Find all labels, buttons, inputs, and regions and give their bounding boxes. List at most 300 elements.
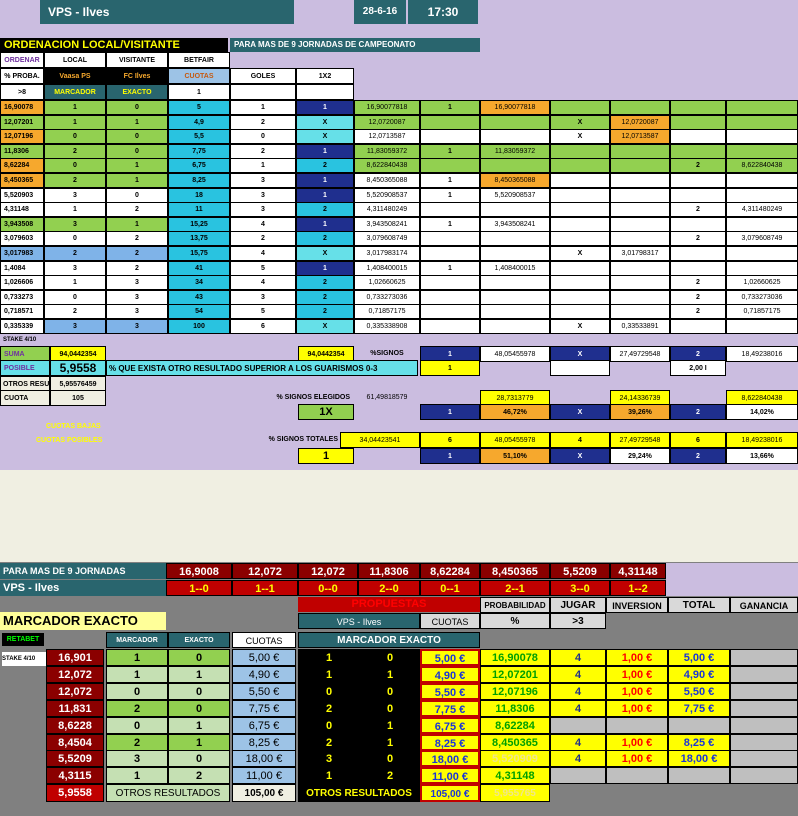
local-cell: 1 <box>44 275 106 290</box>
sign2-value-cell <box>726 100 798 115</box>
propuestas-header: PROPUESTAS <box>298 597 480 612</box>
sign-1-pct: 48,05455978 <box>480 346 550 362</box>
table-row <box>0 188 798 203</box>
table-row <box>0 158 798 173</box>
propuesta-probabilidad: 8,450365 <box>480 734 550 751</box>
local-cell: 2 <box>44 144 106 159</box>
goles-cell: 4 <box>230 246 296 261</box>
elegidos-sign: 1X <box>298 404 354 420</box>
factor-cell: 1,02660625 <box>354 275 420 290</box>
stake-label: STAKE 4/10 <box>3 337 37 343</box>
sign2-cell <box>670 319 726 334</box>
marcador-visitante: 1 <box>168 666 230 683</box>
ganancia-cell <box>730 767 798 784</box>
sign1-cell <box>420 275 480 290</box>
bottom-right-filler <box>666 563 798 596</box>
elegidos-sign-2: 2 <box>670 404 726 420</box>
cuota-cell: 34 <box>168 275 230 290</box>
sign2-value-cell <box>726 115 798 130</box>
cuota-cell: 13,75 <box>168 231 230 246</box>
signx-cell <box>550 290 610 305</box>
totales-sign-2: 2 <box>670 448 726 464</box>
marcador-cuota: 4,90 € <box>232 666 296 683</box>
match-time: 17:30 <box>408 0 478 24</box>
factor-cell: 12,0720087 <box>354 115 420 130</box>
jugar-cell: 4 <box>550 750 606 767</box>
sign1-cell: 1 <box>420 144 480 159</box>
goles-cell: 5 <box>230 304 296 319</box>
visitante-cell: 0 <box>106 188 168 203</box>
elegidos-pct-x: 39,26% <box>610 404 670 420</box>
match-date: 28-6-16 <box>354 0 406 24</box>
col-probabilidad: PROBABILIDAD <box>480 597 550 613</box>
sign1-value-cell <box>480 319 550 334</box>
sign1-cell: 1 <box>420 217 480 232</box>
col-total: TOTAL <box>668 597 730 613</box>
marcador-visitante: 0 <box>168 649 230 666</box>
propuesta-cuota: 18,00 € <box>420 750 480 767</box>
sign1-value-cell <box>480 158 550 173</box>
sign1-cell: 1 <box>420 261 480 276</box>
propuesta-visitante: 0 <box>360 649 420 666</box>
sign1-cell <box>420 202 480 217</box>
factor-cell: 4,311480249 <box>354 202 420 217</box>
totales-1: 48,05455978 <box>480 432 550 448</box>
factor-cell: 0,335338908 <box>354 319 420 334</box>
otros-label: OTROS RESU <box>0 376 50 392</box>
sign-2: 2 <box>670 346 726 362</box>
cuota-cell: 43 <box>168 290 230 305</box>
cuota-label: CUOTA <box>0 390 50 406</box>
ganancia-cell <box>730 750 798 767</box>
table-row <box>0 275 798 290</box>
cuota-value: 105 <box>50 390 106 406</box>
jugar-cell <box>550 767 606 784</box>
col-inversion: INVERSION <box>606 597 668 613</box>
cuota-cell: 100 <box>168 319 230 334</box>
signx-cell: X <box>550 115 610 130</box>
propuesta-local: 2 <box>298 700 360 717</box>
sign2-cell: 2 <box>670 290 726 305</box>
goles-cell: 6 <box>230 319 296 334</box>
marcador-visitante: 0 <box>168 700 230 717</box>
score-cell: 0--0 <box>298 580 358 596</box>
factor-cell: 0,71857175 <box>354 304 420 319</box>
propuesta-probabilidad: 4,31148 <box>480 767 550 784</box>
goles-cell: 3 <box>230 188 296 203</box>
posible-one: 1 <box>420 360 480 376</box>
col-proba: % PROBA. <box>0 68 44 84</box>
visitante-cell: 3 <box>106 319 168 334</box>
marcador-local: 3 <box>106 750 168 767</box>
prob-cell: 16,9008 <box>166 563 232 579</box>
signx-cell <box>550 158 610 173</box>
goles-cell: 3 <box>230 290 296 305</box>
marcador-visitante: 0 <box>168 683 230 700</box>
local-cell: 0 <box>44 158 106 173</box>
cuota-cell: 15,75 <box>168 246 230 261</box>
suma-value-2: 94,0442354 <box>298 346 354 362</box>
score-cell: 2--1 <box>480 580 550 596</box>
signx-value-cell <box>610 261 670 276</box>
visitante-cell: 0 <box>106 129 168 144</box>
inversion-cell: 1,00 € <box>606 750 668 767</box>
elegidos-value: 61,49818579 <box>366 394 408 401</box>
elegidos-2: 8,622840438 <box>726 390 798 406</box>
sign2-cell <box>670 100 726 115</box>
signx-value-cell <box>610 100 670 115</box>
proba-cell: 1,026606 <box>0 275 44 290</box>
prob-cell: 11,8306 <box>358 563 420 579</box>
visitante-cell: 2 <box>106 231 168 246</box>
table-row <box>0 129 798 144</box>
proba-cell: 12,07196 <box>0 129 44 144</box>
local-cell: 1 <box>44 202 106 217</box>
suma-value: 94,0442354 <box>50 346 106 362</box>
ordenacion-subtitle: PARA MAS DE 9 JORNADAS DE CAMPEONATO <box>230 38 480 52</box>
totales-2: 18,49238016 <box>726 432 798 448</box>
signx-cell <box>550 231 610 246</box>
goles-cell: 4 <box>230 217 296 232</box>
ganancia-cell <box>730 717 798 734</box>
marcador-cuota: 6,75 € <box>232 717 296 734</box>
signo-cell: 1 <box>296 173 354 188</box>
sign1-value-cell <box>480 246 550 261</box>
jugar-cell <box>550 717 606 734</box>
marcador-cuota: 5,00 € <box>232 649 296 666</box>
propuesta-visitante: 1 <box>360 717 420 734</box>
signo-cell: 2 <box>296 158 354 173</box>
local-cell: 0 <box>44 129 106 144</box>
sign2-cell <box>670 246 726 261</box>
local-cell: 3 <box>44 188 106 203</box>
factor-cell: 8,622840438 <box>354 158 420 173</box>
propuesta-visitante: 0 <box>360 700 420 717</box>
propuesta-local: 3 <box>298 750 360 767</box>
signx-value-cell <box>610 290 670 305</box>
total-cell <box>668 767 730 784</box>
prob-cell: 8,450365 <box>480 563 550 579</box>
sign1-value-cell <box>480 115 550 130</box>
sign1-cell <box>420 319 480 334</box>
score-cell: 1--2 <box>610 580 666 596</box>
proba-cell: 12,07201 <box>0 115 44 130</box>
col-goles: GOLES <box>230 68 296 84</box>
signx-value-cell <box>610 304 670 319</box>
local-cell: 2 <box>44 304 106 319</box>
lh-exacto: EXACTO <box>168 632 230 648</box>
propuesta-local: 1 <box>298 666 360 683</box>
proba-cell: 0,733273 <box>0 290 44 305</box>
score-cell: 2--0 <box>358 580 420 596</box>
sign1-cell: 1 <box>420 173 480 188</box>
sign2-value-cell: 1,02660625 <box>726 275 798 290</box>
match-title: VPS - Ilves <box>40 0 294 24</box>
sign1-value-cell <box>480 290 550 305</box>
propuesta-probabilidad: 16,90078 <box>480 649 550 666</box>
bottom-match: VPS - Ilves <box>0 580 166 596</box>
sign1-value-cell <box>480 202 550 217</box>
ganancia-cell <box>730 666 798 683</box>
jugar-cell: 4 <box>550 700 606 717</box>
propuesta-probabilidad: 12,07196 <box>480 683 550 700</box>
sign1-value-cell: 1,408400015 <box>480 261 550 276</box>
signx-cell <box>550 217 610 232</box>
proba-cell: 3,943508 <box>0 217 44 232</box>
sign1-value-cell: 3,943508241 <box>480 217 550 232</box>
totales-pct-1: 51,10% <box>480 448 550 464</box>
table-row <box>0 217 798 232</box>
signo-cell: X <box>296 115 354 130</box>
prob-cell: 8,62284 <box>420 563 480 579</box>
col-betfair: BETFAIR <box>168 52 230 68</box>
propuesta-cuota: 6,75 € <box>420 717 480 734</box>
local-cell: 3 <box>44 319 106 334</box>
otros-cuota-2: 105,00 € <box>420 784 480 802</box>
marcador-prob: 4,3115 <box>46 767 104 784</box>
sign2-cell <box>670 173 726 188</box>
visitante-cell: 1 <box>106 158 168 173</box>
total-cell: 7,75 € <box>668 700 730 717</box>
signx-cell <box>550 261 610 276</box>
score-cell: 1--0 <box>166 580 232 596</box>
signx-value-cell <box>610 173 670 188</box>
cuota-cell: 7,75 <box>168 144 230 159</box>
signx-value-cell <box>610 231 670 246</box>
signx-cell <box>550 144 610 159</box>
marcador-prob: 12,072 <box>46 666 104 683</box>
sign1-value-cell <box>480 304 550 319</box>
cuota-cell: 5 <box>168 100 230 115</box>
visitante-cell: 1 <box>106 217 168 232</box>
cuota-cell: 15,25 <box>168 217 230 232</box>
goles-cell: 0 <box>230 129 296 144</box>
marcador-visitante: 0 <box>168 750 230 767</box>
marcador-cuota: 11,00 € <box>232 767 296 784</box>
totales-sign-1: 1 <box>420 448 480 464</box>
table-row <box>0 231 798 246</box>
team-visitante: FC Ilves <box>106 68 168 84</box>
sign2-value-cell: 0,733273036 <box>726 290 798 305</box>
local-cell: 1 <box>44 100 106 115</box>
jugar-cell: 4 <box>550 734 606 751</box>
sign1-value-cell <box>480 275 550 290</box>
propuesta-probabilidad: 11,8306 <box>480 700 550 717</box>
posible-value: 5,9558 <box>50 360 106 376</box>
inversion-cell: 1,00 € <box>606 700 668 717</box>
factor-cell: 11,83059372 <box>354 144 420 159</box>
proba-cell: 16,90078 <box>0 100 44 115</box>
proba-cell: 4,31148 <box>0 202 44 217</box>
lh-cuotas: CUOTAS <box>232 632 296 648</box>
proba-cell: 0,718571 <box>0 304 44 319</box>
blank-cell <box>230 84 296 100</box>
propuestas-match: VPS - Ilves <box>298 613 420 629</box>
totales-4: 4 <box>550 432 610 448</box>
total-cell: 5,00 € <box>668 649 730 666</box>
factor-cell: 3,017983174 <box>354 246 420 261</box>
total-cell <box>668 717 730 734</box>
propuesta-visitante: 0 <box>360 750 420 767</box>
sign1-cell <box>420 231 480 246</box>
sign2-value-cell: 4,311480249 <box>726 202 798 217</box>
prob-cell: 5,5209 <box>550 563 610 579</box>
signo-cell: 1 <box>296 217 354 232</box>
blank-cell <box>550 360 610 376</box>
totales-pct-x: 29,24% <box>610 448 670 464</box>
signo-cell: X <box>296 129 354 144</box>
sign2-cell <box>670 144 726 159</box>
goles-cell: 2 <box>230 144 296 159</box>
marcador-prob: 11,831 <box>46 700 104 717</box>
visitante-cell: 3 <box>106 304 168 319</box>
ganancia-cell <box>730 700 798 717</box>
proba-cell: 1,4084 <box>0 261 44 276</box>
visitante-cell: 1 <box>106 173 168 188</box>
propuesta-visitante: 0 <box>360 683 420 700</box>
local-cell: 2 <box>44 173 106 188</box>
col-1x2: 1X2 <box>296 68 354 84</box>
signx-value-cell: 12,0713587 <box>610 129 670 144</box>
sign2-cell <box>670 217 726 232</box>
local-cell: 0 <box>44 290 106 305</box>
jugar-cell: 4 <box>550 649 606 666</box>
marcador-cuota: 18,00 € <box>232 750 296 767</box>
visitante-cell: 3 <box>106 290 168 305</box>
total-cell: 8,25 € <box>668 734 730 751</box>
propuesta-cuota: 5,00 € <box>420 649 480 666</box>
signx-value-cell: 3,01798317 <box>610 246 670 261</box>
inversion-cell: 1,00 € <box>606 649 668 666</box>
spacer-band <box>0 470 798 562</box>
prob-cell: 4,31148 <box>610 563 666 579</box>
ganancia-cell <box>730 683 798 700</box>
cuota-cell: 18 <box>168 188 230 203</box>
goles-cell: 2 <box>230 115 296 130</box>
sign1-cell: 1 <box>420 100 480 115</box>
sign1-value-cell: 5,520908537 <box>480 188 550 203</box>
proba-cell: 3,079603 <box>0 231 44 246</box>
col-gt3: >3 <box>550 613 606 629</box>
propuesta-probabilidad: 8,62284 <box>480 717 550 734</box>
factor-cell: 3,079608749 <box>354 231 420 246</box>
goles-cell: 4 <box>230 275 296 290</box>
cuotas-posibles: CUOTAS POSIBLES <box>36 437 103 444</box>
propuesta-local: 2 <box>298 734 360 751</box>
totales-sign: 1 <box>298 448 354 464</box>
local-cell: 1 <box>44 115 106 130</box>
table-row <box>0 290 798 305</box>
retabet-label: RETABET <box>2 633 44 646</box>
marcador-local: 1 <box>106 649 168 666</box>
score-cell: 0--1 <box>420 580 480 596</box>
signx-value-cell <box>610 275 670 290</box>
inversion-cell <box>606 767 668 784</box>
signx-cell <box>550 304 610 319</box>
table-row <box>0 202 798 217</box>
marcador-prob: 12,072 <box>46 683 104 700</box>
propuesta-cuota: 11,00 € <box>420 767 480 784</box>
goles-cell: 5 <box>230 261 296 276</box>
propuesta-cuota: 7,75 € <box>420 700 480 717</box>
proba-cell: 8,450365 <box>0 173 44 188</box>
marcador-visitante: 2 <box>168 767 230 784</box>
sign1-cell <box>420 290 480 305</box>
propuesta-cuota: 8,25 € <box>420 734 480 751</box>
sign2-value-cell <box>726 173 798 188</box>
marcador-prob: 16,901 <box>46 649 104 666</box>
sign2-cell <box>670 115 726 130</box>
visitante-cell: 3 <box>106 275 168 290</box>
col-ordenar[interactable]: ORDENAR <box>0 52 44 68</box>
col-local: LOCAL <box>44 52 106 68</box>
totales-value: 34,04423541 <box>340 432 420 448</box>
marcador-local: 0 <box>106 717 168 734</box>
proba-cell: 8,62284 <box>0 158 44 173</box>
signo-cell: 1 <box>296 188 354 203</box>
total-cell: 18,00 € <box>668 750 730 767</box>
sign2-value-cell: 3,079608749 <box>726 231 798 246</box>
visitante-cell: 2 <box>106 202 168 217</box>
signx-cell: X <box>550 129 610 144</box>
propuesta-probabilidad: 5,520909 <box>480 750 550 767</box>
otros-cuota: 105,00 € <box>232 784 296 802</box>
prob-cell: 12,072 <box>298 563 358 579</box>
table-row <box>0 246 798 261</box>
elegidos-sign-1: 1 <box>420 404 480 420</box>
table-row <box>0 319 798 334</box>
sign-x-pct: 27,49729548 <box>610 346 670 362</box>
signo-cell: 2 <box>296 275 354 290</box>
elegidos-x: 24,14336739 <box>610 390 670 406</box>
cuotas-bajas: CUOTAS BAJAS <box>46 423 101 430</box>
prob-cell: 12,072 <box>232 563 298 579</box>
sign1-cell <box>420 129 480 144</box>
ganancia-cell <box>730 649 798 666</box>
filter-gt8[interactable]: >8 <box>0 84 44 100</box>
marcador-local: 2 <box>106 700 168 717</box>
signo-cell: 1 <box>296 261 354 276</box>
visitante-cell: 0 <box>106 100 168 115</box>
factor-cell: 8,450365088 <box>354 173 420 188</box>
signx-value-cell <box>610 158 670 173</box>
sign1-cell: 1 <box>420 188 480 203</box>
signo-cell: 2 <box>296 290 354 305</box>
propuesta-cuota: 4,90 € <box>420 666 480 683</box>
table-row <box>0 173 798 188</box>
col-one: 1 <box>168 84 230 100</box>
signx-cell <box>550 202 610 217</box>
inversion-cell: 1,00 € <box>606 734 668 751</box>
elegidos-pct-1: 46,72% <box>480 404 550 420</box>
sign2-cell <box>670 261 726 276</box>
sign2-value-cell <box>726 217 798 232</box>
propuesta-local: 0 <box>298 717 360 734</box>
otros-label-2: OTROS RESULTADOS <box>106 784 230 802</box>
factor-cell: 3,943508241 <box>354 217 420 232</box>
cuota-cell: 5,5 <box>168 129 230 144</box>
sign2-cell <box>670 188 726 203</box>
inversion-cell: 1,00 € <box>606 666 668 683</box>
table-row <box>0 261 798 276</box>
score-cell: 1--1 <box>232 580 298 596</box>
visitante-cell: 0 <box>106 144 168 159</box>
sign1-cell <box>420 115 480 130</box>
goles-cell: 1 <box>230 100 296 115</box>
elegidos-label: % SIGNOS ELEGIDOS <box>276 394 350 401</box>
signx-cell: X <box>550 319 610 334</box>
sign1-cell <box>420 246 480 261</box>
